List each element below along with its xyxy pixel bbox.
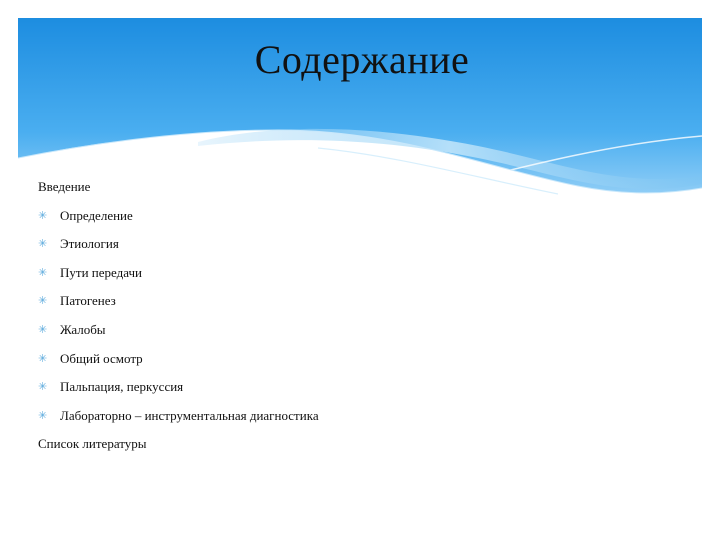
contents-list: [38, 178, 678, 464]
list-item: [38, 264, 678, 293]
list-item: [38, 378, 678, 407]
list-item-label: Пальпация, перкуссия: [60, 379, 184, 395]
slide-title: Содержание: [254, 37, 470, 82]
list-item-label: Лабораторно – инструментальная диагностика: [60, 407, 319, 423]
list-item: [38, 292, 678, 321]
list-item: Список литературы: [38, 436, 147, 452]
asterisk-bullet-icon: ✳: [38, 209, 48, 222]
list-item: [38, 207, 678, 236]
asterisk-bullet-icon: ✳: [38, 323, 48, 336]
list-item-label: Пути передачи: [60, 264, 142, 280]
asterisk-bullet-icon: ✳: [38, 238, 48, 251]
list-item: [38, 407, 678, 436]
list-item-label: Этиология: [60, 236, 119, 252]
list-item-label: Общий осмотр: [60, 350, 143, 366]
list-item-label: Жалобы: [60, 321, 106, 337]
asterisk-bullet-icon: ✳: [38, 295, 48, 308]
list-item: [38, 321, 678, 350]
asterisk-bullet-icon: ✳: [38, 409, 48, 422]
list-item: [38, 350, 678, 379]
asterisk-bullet-icon: ✳: [38, 381, 48, 394]
asterisk-bullet-icon: ✳: [38, 266, 48, 279]
list-item-label: Определение: [60, 207, 133, 223]
list-item: Введение: [38, 179, 91, 194]
list-item-label: Патогенез: [60, 293, 116, 309]
list-item: [38, 235, 678, 264]
asterisk-bullet-icon: ✳: [38, 352, 48, 365]
